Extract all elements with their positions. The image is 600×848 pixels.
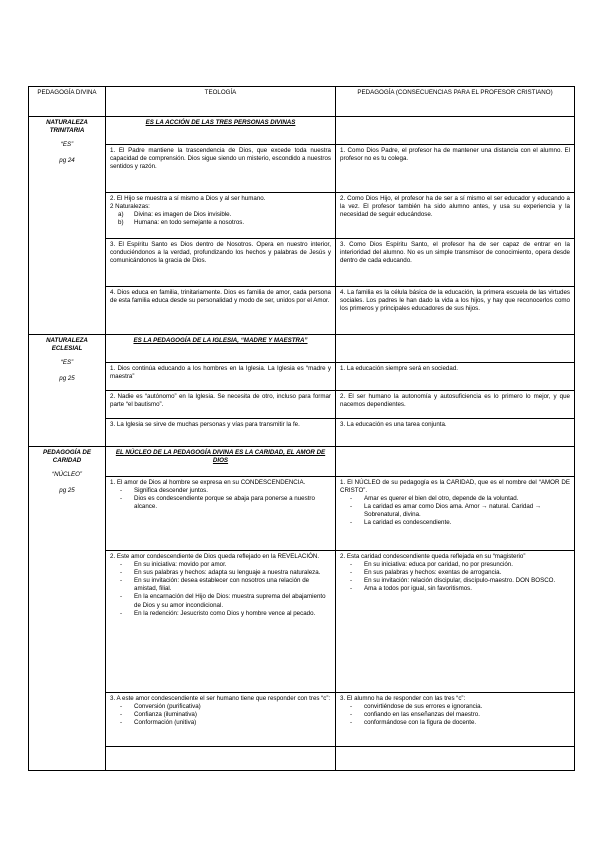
pedagogia-cell: 2. El ser humano la autonomía y autosuficiencia es lo primero lo mejor, y que nacemos dependientes. bbox=[336, 391, 575, 419]
list-item: - La caridad es amar como Dios ama. Amor → natural. Caridad → Sobrenatural, divina. bbox=[364, 503, 570, 519]
section-title: ES LA ACCIÓN DE LAS TRES PERSONAS DIVINAS bbox=[106, 117, 336, 145]
teologia-cell: 1. El Padre mantiene la trascendencia de Dios, que excede toda nuestra capacidad de comprensión. Dios sigue siendo un misterio, escondido a nuestros sentidos y razón. bbox=[106, 145, 336, 193]
pedagogia-cell bbox=[336, 477, 575, 551]
pedagogia-cell: 1. La educación siempre será en sociedad. bbox=[336, 363, 575, 391]
table-row-empty bbox=[29, 747, 575, 771]
teologia-cell: 4. Dios educa en familia, trinitariamente. Dios es familia de amor, cada persona de esta familia educa desde su personalidad y modo de ser, unidos por el Amor. bbox=[106, 287, 336, 335]
section-name: NATURALEZA ECLESIAL bbox=[46, 337, 88, 353]
teologia-cell bbox=[106, 477, 336, 551]
list-item: - En su iniciativa: movido por amor. bbox=[134, 561, 331, 569]
list-item: - En la redención: Jesucristo como Dios y hombre vence al pecado. bbox=[134, 610, 331, 618]
section-page: pg 25 bbox=[59, 487, 75, 495]
section-name: NATURALEZA TRINITARIA bbox=[46, 119, 88, 135]
section-title-row bbox=[29, 447, 575, 477]
empty-cell bbox=[336, 117, 575, 145]
list-item: - En su invitación: relación discipular, discípulo-maestro. DON BOSCO. bbox=[364, 577, 570, 585]
list-item: - En sus palabras y hechos: adapta su lenguaje a nuestra naturaleza. bbox=[134, 569, 331, 577]
teologia-cell: 1. Dios continúa educando a los hombres en la Iglesia. La Iglesia es “madre y maestra” bbox=[106, 363, 336, 391]
pedagogia-text: 2. Esta caridad condescendiente queda reflejada en su “magisterio” bbox=[340, 553, 526, 560]
section-title-row bbox=[29, 117, 575, 145]
section-label-caridad bbox=[29, 447, 106, 771]
pedagogia-list bbox=[340, 495, 570, 527]
section-title: ES LA PEDAGOGÍA DE LA IGLESIA, “MADRE Y MAESTRA” bbox=[106, 335, 336, 363]
list-item: - Conformación (unitiva) bbox=[134, 719, 331, 727]
table-row bbox=[29, 239, 575, 287]
teologia-cell: 3. La Iglesia se sirve de muchas personas y vías para transmitir la fe. bbox=[106, 419, 336, 447]
section-es: “ES” bbox=[60, 359, 74, 367]
teologia-text: 1. El amor de Dios al hombre se expresa en su CONDESCENDENCIA. bbox=[110, 479, 306, 486]
teologia-subheading: 2 Naturalezas: bbox=[110, 203, 150, 211]
pedagogia-cell bbox=[336, 551, 575, 693]
section-name: PEDAGOGÍA DE CARIDAD bbox=[43, 449, 91, 465]
list-item: - Confianza (iluminativa) bbox=[134, 711, 331, 719]
pedagogia-cell: 3. Como Dios Espíritu Santo, el profesor ha de ser capaz de entrar en la interioridad del alumno. No es un simple transmisor de conocimiento, opera desde dentro de cada educando. bbox=[336, 239, 575, 287]
pedagogia-cell: 4. La familia es la célula básica de la educación, la primera escuela de las virtudes sociales. Los padres le han dado la vida a los hijos, y hay que reconocerlos como los primeros y principales educadores de sus hijos. bbox=[336, 287, 575, 335]
table-row bbox=[29, 551, 575, 693]
list-item: - Amar es querer el bien del otro, depende de la voluntad. bbox=[364, 495, 570, 503]
list-item: - En sus palabras y hechos: exentas de arrogancia. bbox=[364, 569, 570, 577]
teologia-cell: 2. Nadie es “autónomo” en la Iglesia. Se necesita de otro, incluso para formar parte “el bautismo”. bbox=[106, 391, 336, 419]
section-page: pg 24 bbox=[59, 157, 75, 165]
list-item: - confiando en las enseñanzas del maestro. bbox=[364, 711, 570, 719]
pedagogia-cell bbox=[336, 693, 575, 747]
table-row bbox=[29, 145, 575, 193]
teologia-list bbox=[110, 487, 331, 511]
pedagogia-cell: 2. Como Dios Hijo, el profesor ha de ser a sí mismo el ser educador y educando a la vez. El profesor también ha sido alumno antes, y usa su experiencia y la necesidad de seguir educándose. bbox=[336, 193, 575, 239]
teologia-text: 2. Este amor condescendiente de Dios queda reflejado en la REVELACIÓN. bbox=[110, 553, 320, 560]
list-item: - Conversión (purificativa) bbox=[134, 703, 331, 711]
teologia-list bbox=[110, 561, 331, 618]
pedagogia-cell: 1. Como Dios Padre, el profesor ha de mantener una distancia con el alumno. El profesor no es tu colega. bbox=[336, 145, 575, 193]
table-row bbox=[29, 193, 575, 239]
list-item: - conformándose con la figura de docente. bbox=[364, 719, 570, 727]
pedagogy-table bbox=[28, 86, 575, 771]
list-item: - En su iniciativa: educa por caridad, no por presunción. bbox=[364, 561, 570, 569]
list-item: - En la encarnación del Hijo de Dios: muestra suprema del abajamiento de Dios y su amor incondicional. bbox=[134, 593, 331, 609]
pedagogia-text: 1. El NÚCLEO de su pedagogía es la CARIDAD, que es el nombre del “AMOR DE CRISTO”. bbox=[340, 479, 570, 495]
table-row bbox=[29, 363, 575, 391]
header-row bbox=[29, 87, 575, 117]
empty-cell bbox=[106, 747, 336, 771]
pedagogia-list bbox=[340, 703, 570, 727]
teologia-cell bbox=[106, 193, 336, 239]
teologia-text: 3. A este amor condescendiente el ser humano tiene que responder con tres “c”: bbox=[110, 695, 331, 702]
header-pedagogia-divina: PEDAGOGÍA DIVINA bbox=[29, 87, 106, 117]
teologia-list bbox=[110, 703, 331, 727]
empty-cell bbox=[336, 747, 575, 771]
section-label-eclesial bbox=[29, 335, 106, 447]
header-pedagogia-consecuencias: PEDAGOGÍA (CONSECUENCIAS PARA EL PROFESOR CRISTIANO) bbox=[336, 87, 575, 117]
section-label-trinitaria bbox=[29, 117, 106, 335]
teologia-list bbox=[110, 211, 331, 227]
list-item: - convirtiéndose de sus errores e ignorancia. bbox=[364, 703, 570, 711]
table-row bbox=[29, 287, 575, 335]
list-item: - La caridad es condescendiente. bbox=[364, 519, 570, 527]
teologia-cell bbox=[106, 551, 336, 693]
table-row bbox=[29, 477, 575, 551]
header-teologia: TEOLOGÍA bbox=[106, 87, 336, 117]
section-page: pg 25 bbox=[59, 375, 75, 383]
table-row bbox=[29, 391, 575, 419]
empty-cell bbox=[336, 335, 575, 363]
list-item: - Ama a todos por igual, sin favoritismos. bbox=[364, 585, 570, 593]
pedagogia-cell: 3. La educación es una tarea conjunta. bbox=[336, 419, 575, 447]
teologia-text: 2. El Hijo se muestra a sí mismo a Dios y al ser humano. bbox=[110, 195, 266, 202]
table-row bbox=[29, 419, 575, 447]
section-title: EL NÚCLEO DE LA PEDAGOGÍA DIVINA ES LA CARIDAD, EL AMOR DE DIOS bbox=[106, 447, 336, 477]
empty-cell bbox=[336, 447, 575, 477]
list-item: - Dios es condescendiente porque se abaja para ponerse a nuestro alcance. bbox=[134, 495, 331, 511]
section-es: “NÚCLEO” bbox=[52, 471, 82, 479]
list-item: b) Humana: en todo semejante a nosotros. bbox=[118, 219, 245, 227]
table-row bbox=[29, 693, 575, 747]
list-item: - Significa descender juntos. bbox=[134, 487, 331, 495]
section-title-row bbox=[29, 335, 575, 363]
teologia-cell: 3. El Espíritu Santo es Dios dentro de Nosotros. Opera en nuestro interior, conduciéndonos a la verdad, profundizando los hechos y palabras de Jesús y comunicándonos la gracia de Dios. bbox=[106, 239, 336, 287]
pedagogia-list bbox=[340, 561, 570, 593]
section-es: “ES” bbox=[60, 141, 74, 149]
teologia-cell bbox=[106, 693, 336, 747]
pedagogia-text: 3. El alumno ha de responder con las tres “c”: bbox=[340, 695, 466, 702]
list-item: - En su invitación: desea establecer con nosotros una relación de amistad, filial. bbox=[134, 577, 331, 593]
list-item: a) Divina: es imagen de Dios invisible. bbox=[118, 211, 232, 219]
